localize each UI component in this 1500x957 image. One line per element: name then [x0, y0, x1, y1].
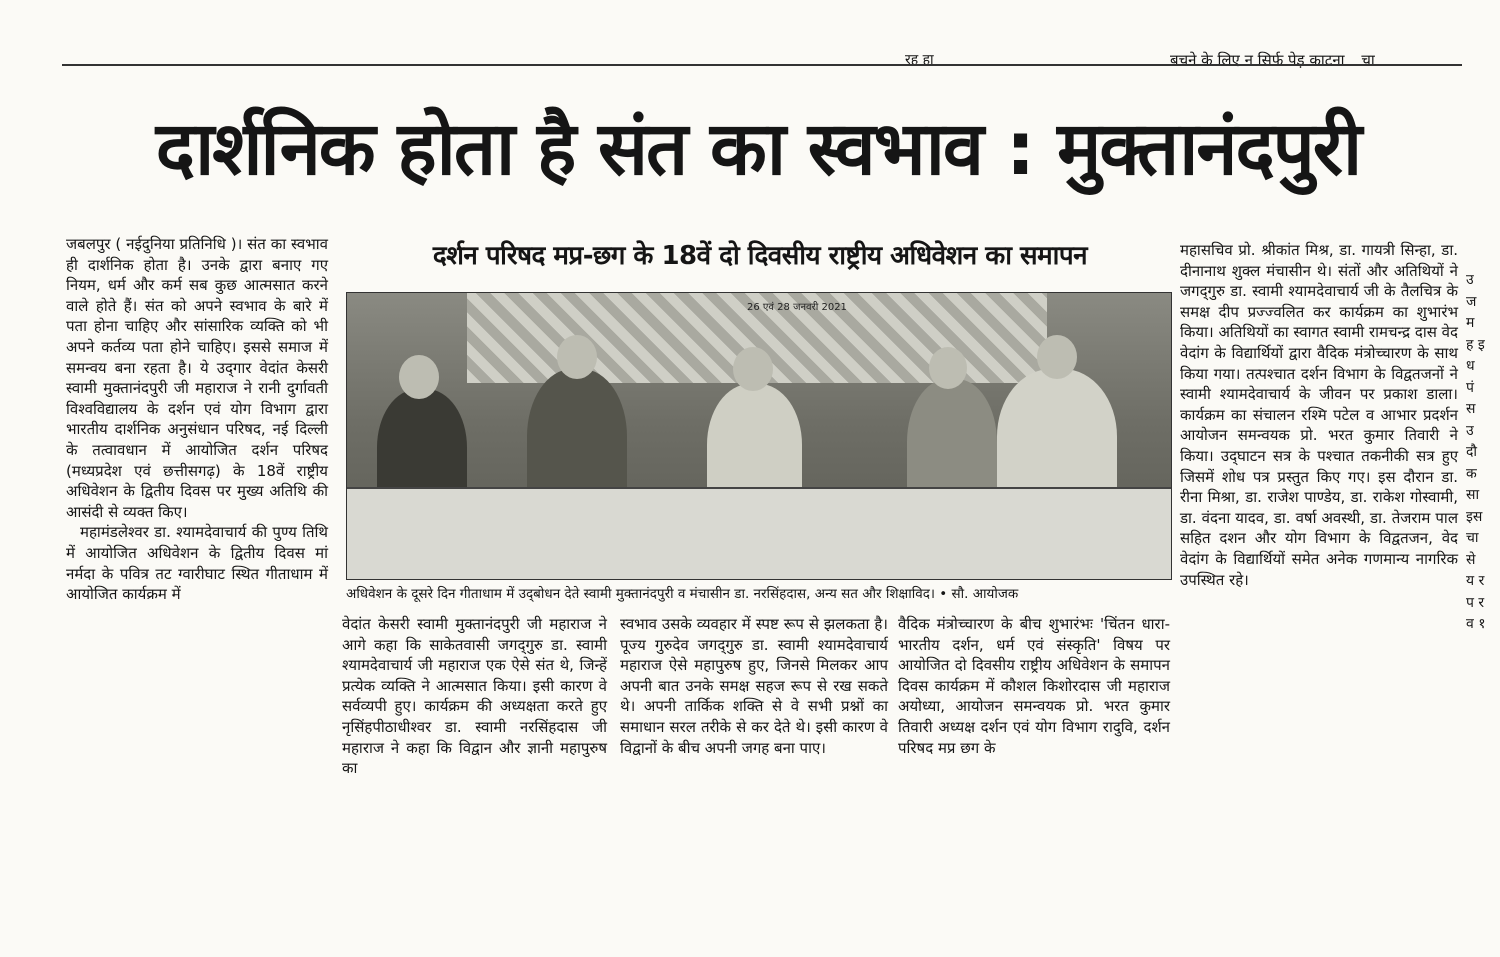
- main-headline: दार्शनिक होता है संत का स्वभाव : मुक्तानंदपुरी: [155, 106, 1361, 192]
- photo-caption: अधिवेशन के दूसरे दिन गीताधाम में उद्‌बोधन देते स्वामी मुक्तानंदपुरी व मंचासीन डा. नरसिंहदास, अन्य सत और शिक्षाविद। • सौ. आयोजक: [346, 586, 1019, 602]
- paragraph: जबलपुर ( नईदुनिया प्रतिनिधि )। संत का स्वभाव ही दार्शनिक होता है। उनके द्वारा बनाए गए नियम, धर्म और कर्म सब कुछ आत्मसात करने वाले होते हैं। संत को अपने स्वभाव के बारे में पता होना चाहिए और सांसारिक व्यक्ति को भी अपने कर्तव्य पता होने चाहिए। इससे समाज में समन्वय बना रहता है। ये उद्‌गार वेदांत केसरी स्वामी मुक्तानंदपुरी जी महाराज ने रानी दुर्गावती विश्वविद्यालय के दर्शन एवं योग विभाग द्वारा भारतीय दार्शनिक अनुसंधान परिषद, नई दिल्ली के तत्वावधान में आयोजित दर्शन परिषद (मध्यप्रदेश एवं छत्तीसगढ़) के 18वें राष्ट्रीय अधिवेशन के द्वितीय दिवस पर मुख्य अतिथि की आसंदी से व्यक्त किए।: [66, 235, 328, 521]
- event-photo: [346, 292, 1172, 580]
- paragraph: महामंडलेश्वर डा. श्यामदेवाचार्य की पुण्य तिथि में आयोजित अधिवेशन के द्वितीय दिवस मां नर्मदा के पवित्र तट ग्वारीघाट स्थित गीताधाम में आयोजित कार्यक्रम में: [66, 523, 328, 604]
- adjacent-headline-fragment: बचने के लिए न सिर्फ पेड़ काटना चा: [1170, 51, 1375, 69]
- article-column-5: वैदिक मंत्रोच्चारण के बीच शुभारंभः 'चिंतन धारा-भारतीय दर्शन, धर्म एवं संस्कृति' विषय पर आयोजित दो दिवसीय राष्ट्रीय अधिवेशन के समापन दिवस कार्यक्रम में कौशल किशोरदास जी महाराज अयोध्या, आयोजन समन्वयक प्रो. भरत कुमार तिवारी अध्यक्ष दर्शन एवं योग विभाग रादुवि, दर्शन परिषद मप्र छग के: [898, 615, 1170, 757]
- article-column-6: महासचिव प्रो. श्रीकांत मिश्र, डा. गायत्री सिन्हा, डा. दीनानाथ शुक्ल मंचासीन थे। संतों और अतिथियों ने जगद्‌गुरु डा. स्वामी श्यामदेवाचार्य जी के तैलचित्र के समक्ष दीप प्रज्ज्वलित कर कार्यक्रम का शुभारंभ किया। अतिथियों का स्वागत स्वामी रामचन्द्र दास वेद वेदांग के विद्यार्थियों द्वारा वैदिक मंत्रोच्चारण के साथ किया गया। तत्पश्चात दर्शन विभाग के विद्वतजनों ने स्वामी श्यामदेवाचार्य के जीवन पर प्रकाश डाला। कार्यक्रम का संचालन रश्मि पटेल व आभार प्रदर्शन आयोजन समन्वयक प्रो. भरत कुमार तिवारी ने किया। उद्‌घाटन सत्र के पश्चात तकनीकी सत्र हुए जिसमें शोध पत्र प्रस्तुत किए गए। इस दौरान डा. रीना मिश्रा, डा. राजेश पाण्डेय, डा. राकेश गोस्वामी, डा. वंदना यादव, डा. वर्षा अवस्थी, डा. तेजराम पाल सहित दशन और योग विभाग के विद्वतजन, वेद वेदांग के विद्यार्थियों समेत अनेक गणमान्य नागरिक उपस्थित रहे।: [1180, 241, 1458, 589]
- banner-date-text: 26 एवं 28 जनवरी 2021: [747, 302, 847, 313]
- page-number-fragment: रह हा: [905, 52, 934, 68]
- sub-headline: दर्शन परिषद मप्र-छग के 18वें दो दिवसीय राष्ट्रीय अधिवेशन का समापन: [432, 241, 1088, 271]
- article-column-1: [66, 234, 328, 605]
- top-rule: [62, 64, 1462, 66]
- article-column-4: स्वभाव उसके व्यवहार में स्पष्ट रूप से झलकता है। पूज्य गुरुदेव जगद्‌गुरु डा. स्वामी श्यामदेवाचार्य महाराज ऐसे महापुरुष हुए, जिनसे मिलकर आप अपनी बात उनके समक्ष सहज रूप से रख सकते थे। अपनी तार्किक शक्ति से वे सभी प्रश्नों का समाधान सरल तरीके से कर देते थे। इसी कारण वे विद्वानों के बीच अपनी जगह बना पाए।: [620, 615, 888, 757]
- adjacent-article-edge: उ ज म ह इ ध पं स उ दौ क सा इस चा से य र प र व १: [1466, 272, 1486, 632]
- stage-table: [347, 487, 1171, 579]
- article-column-3: वेदांत केसरी स्वामी मुक्तानंदपुरी जी महाराज ने आगे कहा कि साकेतवासी जगद्‌गुरु डा. स्वामी श्यामदेवाचार्य जी महाराज एक ऐसे संत थे, जिन्हें प्रत्येक व्यक्ति ने आत्मसात किया। इसी कारण वे सर्वव्यपी हुए। कार्यक्रम की अध्यक्षता करते हुए नृसिंहपीठाधीश्वर डा. स्वामी नरसिंहदास जी महाराज ने कहा कि विद्वान और ज्ञानी महापुरुष का: [342, 615, 607, 778]
